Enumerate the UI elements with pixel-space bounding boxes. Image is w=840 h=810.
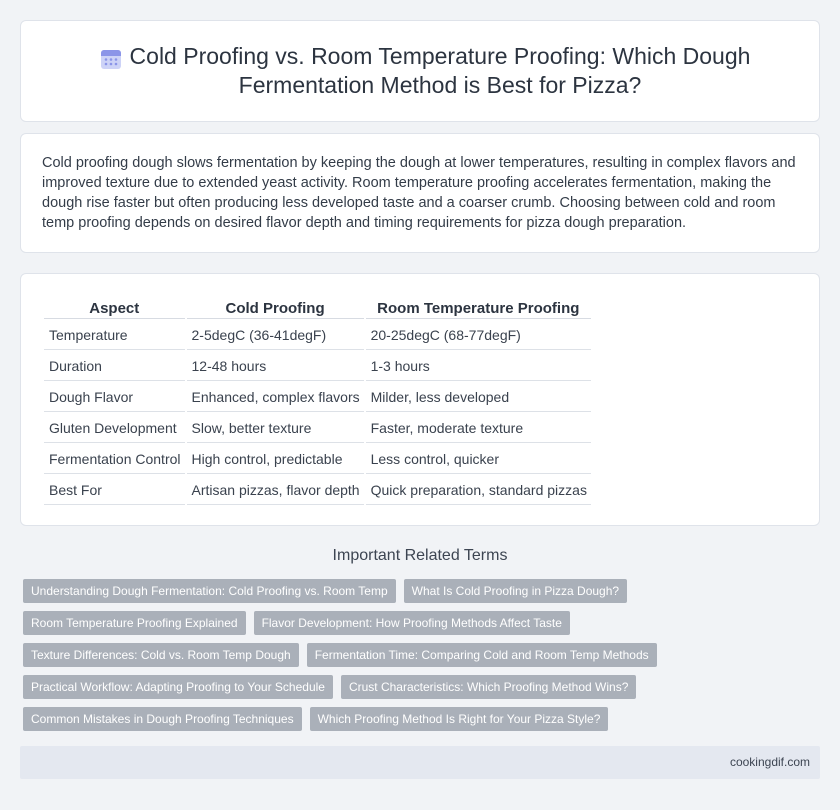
intro-paragraph: Cold proofing dough slows fermentation by keeping the dough at lower temperatures, resulting in complex flavors and improved texture due to extended yeast activity. Room temperature proofing accelerates fermentation, making the dough rise faster but often producing less developed taste and a coarser crumb. Choosing between cold and room temp proofing depends on desired flavor depth and timing requirements for pizza dough preparation. bbox=[42, 155, 796, 231]
table-cell: Best For bbox=[44, 476, 185, 505]
table-cell: 2-5degC (36-41degF) bbox=[187, 321, 364, 350]
intro-card bbox=[20, 133, 820, 253]
table-cell: Gluten Development bbox=[44, 414, 185, 443]
table-cell: Faster, moderate texture bbox=[366, 414, 591, 443]
related-term-link[interactable]: Practical Workflow: Adapting Proofing to Your Schedule bbox=[23, 675, 333, 699]
related-term-link[interactable]: Room Temperature Proofing Explained bbox=[23, 611, 246, 635]
table-row bbox=[44, 414, 591, 443]
related-terms-list bbox=[23, 579, 803, 731]
table-header-row bbox=[44, 298, 591, 319]
table-row bbox=[44, 445, 591, 474]
table-row bbox=[44, 321, 591, 350]
table-cell: Artisan pizzas, flavor depth bbox=[187, 476, 364, 505]
related-term-link[interactable]: What Is Cold Proofing in Pizza Dough? bbox=[404, 579, 627, 603]
related-term-link[interactable]: Flavor Development: How Proofing Methods Affect Taste bbox=[254, 611, 570, 635]
comparison-card bbox=[20, 273, 820, 526]
table-cell: Fermentation Control bbox=[44, 445, 185, 474]
related-term-link[interactable]: Fermentation Time: Comparing Cold and Room Temp Methods bbox=[307, 643, 657, 667]
table-cell: High control, predictable bbox=[187, 445, 364, 474]
table-cell: Duration bbox=[44, 352, 185, 381]
table-cell: Quick preparation, standard pizzas bbox=[366, 476, 591, 505]
table-cell: 20-25degC (68-77degF) bbox=[366, 321, 591, 350]
table-row bbox=[44, 383, 591, 412]
table-cell: Milder, less developed bbox=[366, 383, 591, 412]
footer bbox=[20, 746, 820, 779]
header-room-temp-proofing: Room Temperature Proofing bbox=[366, 298, 591, 319]
table-cell: Slow, better texture bbox=[187, 414, 364, 443]
table-row bbox=[44, 476, 591, 505]
footer-site-link[interactable]: cookingdif.com bbox=[729, 755, 810, 769]
header-cold-proofing: Cold Proofing bbox=[187, 298, 364, 319]
table-cell: 12-48 hours bbox=[187, 352, 364, 381]
table-cell: 1-3 hours bbox=[366, 352, 591, 381]
header-aspect: Aspect bbox=[44, 298, 185, 319]
table-row bbox=[44, 352, 591, 381]
page-title: Cold Proofing vs. Room Temperature Proofing: Which Dough Fermentation Method is Best for Pizza? bbox=[129, 43, 751, 98]
related-term-link[interactable]: Common Mistakes in Dough Proofing Techniques bbox=[23, 707, 302, 731]
related-terms-heading: Important Related Terms bbox=[332, 547, 508, 564]
table-cell: Temperature bbox=[44, 321, 185, 350]
related-term-link[interactable]: Which Proofing Method Is Right for Your Pizza Style? bbox=[310, 707, 609, 731]
comparison-table bbox=[42, 296, 593, 507]
table-cell: Less control, quicker bbox=[366, 445, 591, 474]
related-term-link[interactable]: Understanding Dough Fermentation: Cold Proofing vs. Room Temp bbox=[23, 579, 396, 603]
related-term-link[interactable]: Crust Characteristics: Which Proofing Method Wins? bbox=[341, 675, 636, 699]
table-cell: Enhanced, complex flavors bbox=[187, 383, 364, 412]
table-cell: Dough Flavor bbox=[44, 383, 185, 412]
related-term-link[interactable]: Texture Differences: Cold vs. Room Temp Dough bbox=[23, 643, 299, 667]
title-card bbox=[20, 20, 820, 122]
